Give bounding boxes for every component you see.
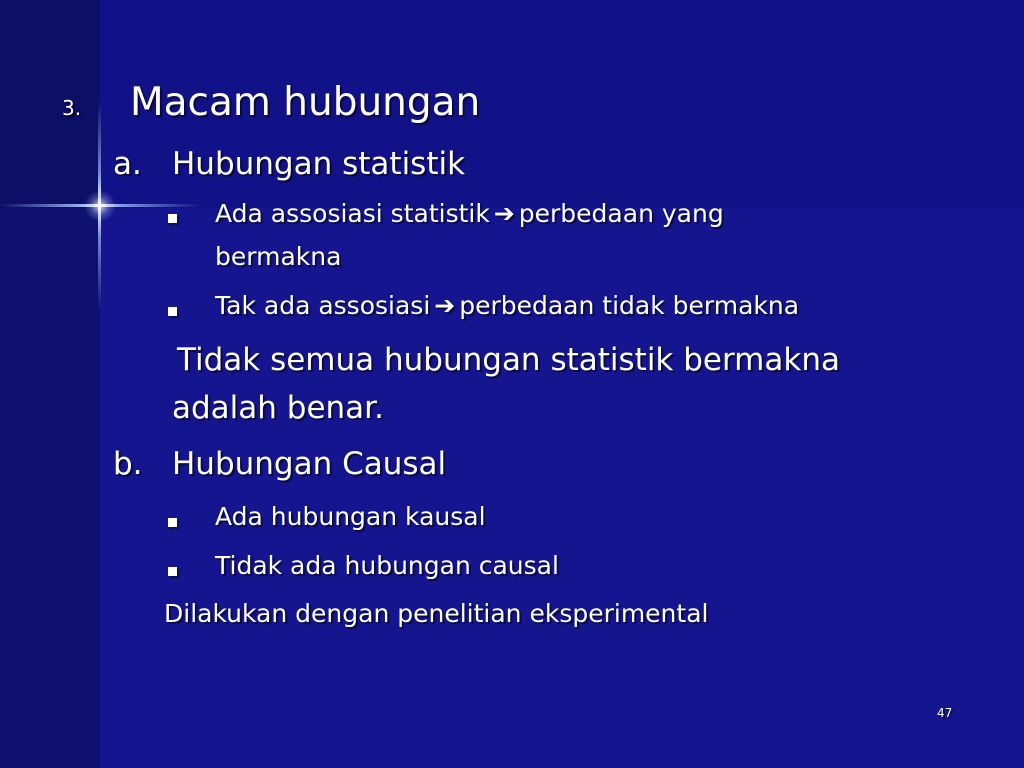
light-flare-glow [84, 190, 116, 222]
section-a-letter: a. [113, 146, 142, 182]
bullet-a2-text-after: perbedaan tidak bermakna [459, 291, 800, 320]
bullet-square-icon [168, 214, 177, 223]
background-corner [0, 0, 100, 208]
section-a-title: Hubungan statistik [172, 146, 466, 182]
bullet-square-icon [168, 567, 177, 576]
slide-heading: Macam hubungan [130, 80, 481, 125]
bullet-b2: Tidak ada hubungan causal [215, 551, 559, 580]
heading-number: 3. [62, 96, 82, 120]
bullet-a1-text-after: perbedaan yang [518, 199, 724, 228]
section-a-note-line1: Tidak semua hubungan statistik bermakna [177, 342, 840, 378]
bullet-a1-line1 [215, 199, 724, 228]
bullet-square-icon [168, 307, 177, 316]
right-arrow-icon: ➔ [434, 291, 456, 320]
page-number: 47 [937, 706, 953, 720]
bullet-a1-text: Ada assosiasi statistik [215, 199, 490, 228]
right-arrow-icon: ➔ [493, 199, 515, 228]
section-b-title: Hubungan Causal [172, 446, 447, 482]
bullet-a1-line2: bermakna [215, 242, 342, 271]
bullet-a2-text: Tak ada assosiasi [215, 291, 431, 320]
section-b-note: Dilakukan dengan penelitian eksperimental [164, 599, 709, 628]
bullet-b1: Ada hubungan kausal [215, 502, 486, 531]
bullet-square-icon [168, 518, 177, 527]
section-a-note-line2: adalah benar. [172, 390, 384, 426]
section-b-letter: b. [113, 446, 143, 482]
bullet-a2 [215, 291, 799, 320]
